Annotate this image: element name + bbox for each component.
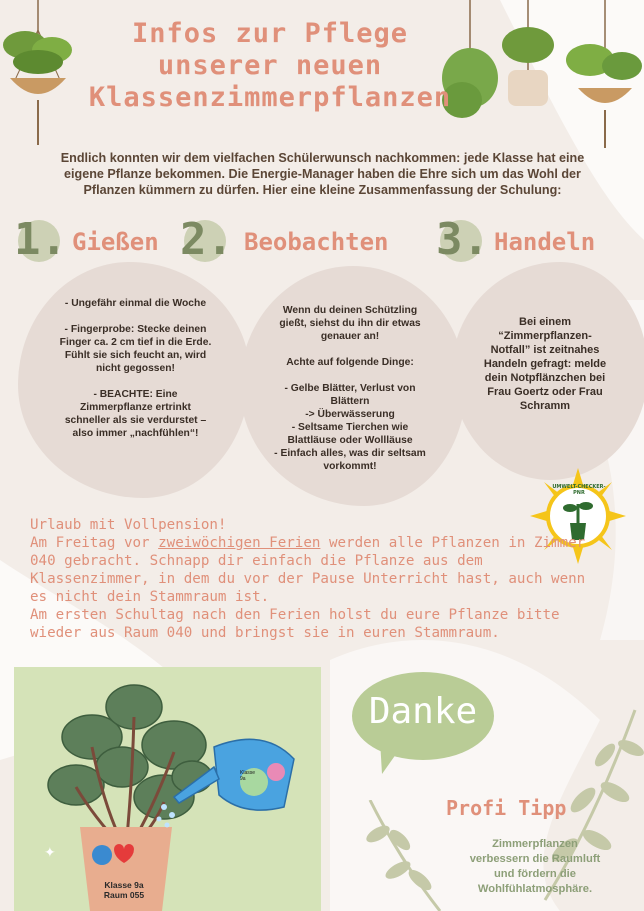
title-line: Klassenzimmerpflanzen [88, 82, 452, 113]
step-3-heading: Handeln [494, 228, 596, 256]
profi-tipp-text: Zimmerpflanzen verbessern die Raumluft und fördern die Wohlfühlatmosphäre. [469, 838, 601, 895]
profi-tipp-heading: Profi Tipp [446, 796, 567, 820]
leaf-branch-decoration-bottom [360, 800, 450, 911]
vacation-paragraph-2: Am ersten Schultag nach den Ferien holst du eure Pflanze bitte wieder aus Raum 040 und bringst sie in euren Stammraum. [30, 607, 560, 641]
svg-text:✦: ✦ [44, 845, 56, 861]
title-line: unserer neuen [157, 50, 383, 81]
step-1-text: - Ungefähr einmal die Woche - Fingerprobe: Stecke deinen Finger ca. 2 cm tief in die Erde. Fühlt sie sich feucht an, wird nicht gegossen! - BEACHTE: Eine Zimmerpflanze ertrinkt schneller als sie verdurstet – also immer „nachfühlen“! [59, 298, 212, 439]
title-line: Infos zur Pflege [131, 18, 409, 49]
vacation-p1-after: werden alle Pflanzen in Zimmer 040 gebracht. Schnapp dir einfach die Pflanze aus dem Klassenzimmer, in dem du vor der Pause Unterricht hast, auch wenn es nicht dein Stammraum ist. [30, 535, 586, 605]
potted-plant-illustration [14, 667, 321, 911]
step-1-number: 1. [14, 214, 67, 265]
badge-text: UMWELT-CHECKER-PNR [552, 484, 606, 496]
speech-bubble-tail [376, 740, 410, 776]
step-2-number: 2. [180, 214, 233, 265]
vacation-paragraph-1 [30, 534, 610, 606]
vacation-heading: Urlaub mit Vollpension! [30, 517, 227, 533]
pot-label-class: Klasse 9a [104, 880, 144, 890]
step-3-text: Bei einem “Zimmerpflanzen-Notfall” ist zeitnahes Handeln gefragt: melde dein Notpflänzchen bei Frau Goertz oder Frau Schramm [483, 316, 607, 412]
vacation-p1-underlined: zweiwöchigen Ferien [158, 535, 321, 551]
step-1-heading: Gießen [72, 228, 159, 256]
watering-can-label: Klasse 9a [240, 770, 256, 782]
pot-label [94, 880, 154, 900]
page-title [60, 18, 480, 114]
step-2-heading: Beobachten [244, 228, 389, 256]
intro-text: Endlich konnten wir dem vielfachen Schülerwunsch nachkommen: jede Klasse hat eine eigene Pflanze bekommen. Die Energie-Manager haben die Ehre sich um das Wohl der Pflanzen kümmern zu dürfen. Hier eine kleine Zusammenfassung der Schulung: [60, 151, 585, 197]
pot-label-room: Raum 055 [103, 890, 145, 900]
danke-text: Danke [368, 691, 478, 732]
step-2-text: Wenn du deinen Schützling gießt, siehst du ihn dir etwas genauer an! Achte auf folgende Dinge: - Gelbe Blätter, Verlust von Blättern -> Überwässerung - Seltsame Tierchen wie Blattläuse oder Wollläuse - Einfach alles, was dir seltsam vorkommt! [274, 305, 426, 472]
step-3-number: 3. [436, 214, 489, 265]
vacation-p1-before: Am Freitag vor [30, 535, 159, 551]
